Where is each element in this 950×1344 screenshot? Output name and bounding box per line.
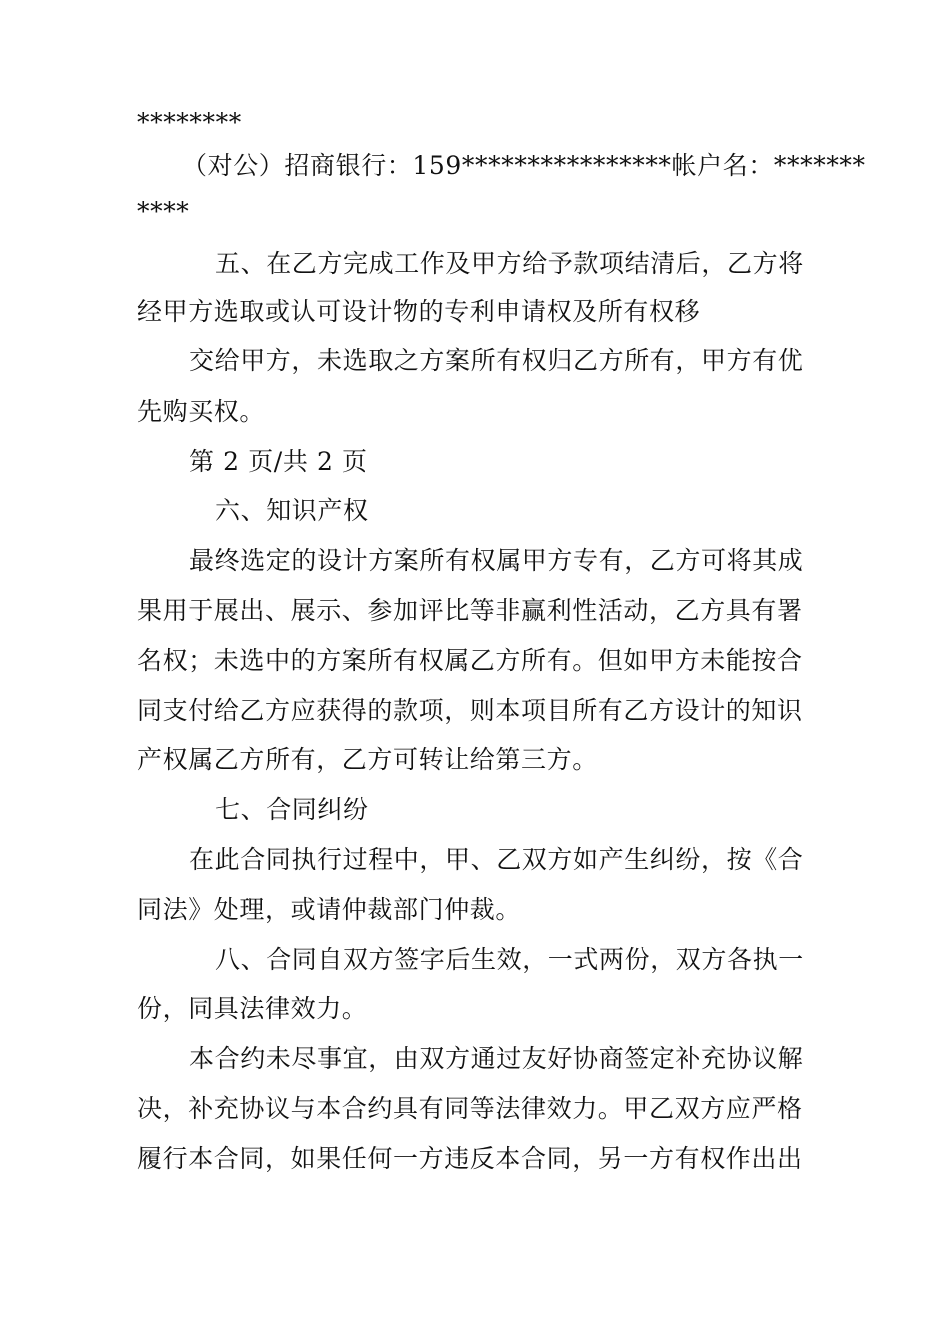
section-heading: 六、知识产权	[215, 496, 369, 525]
text-line: （对公）招商银行：159****************帐户名：*******	[182, 151, 866, 180]
text-line: 交给甲方，未选取之方案所有权归乙方所有，甲方有优	[189, 346, 804, 375]
text-line: 同支付给乙方应获得的款项，则本项目所有乙方设计的知识	[137, 696, 803, 725]
text-line: ****	[137, 197, 190, 226]
page-number: 第 2 页/共 2 页	[189, 447, 368, 476]
text-line: 份，同具法律效力。	[137, 994, 368, 1023]
text-line: 八、合同自双方签字后生效，一式两份，双方各执一	[215, 945, 804, 974]
text-line: 先购买权。	[137, 397, 266, 426]
text-line: 产权属乙方所有，乙方可转让给第三方。	[137, 745, 598, 774]
text-line: ********	[137, 108, 242, 137]
text-line: 最终选定的设计方案所有权属甲方专有，乙方可将其成	[189, 546, 804, 575]
text-line: 名权；未选中的方案所有权属乙方所有。但如甲方未能按合	[137, 646, 803, 675]
text-line: 果用于展出、展示、参加评比等非赢利性活动，乙方具有署	[137, 596, 803, 625]
text-line: 决，补充协议与本合约具有同等法律效力。甲乙双方应严格	[137, 1094, 803, 1123]
text-line: 履行本合同，如果任何一方违反本合同，另一方有权作出出	[137, 1144, 803, 1173]
text-line: 在此合同执行过程中，甲、乙双方如产生纠纷，按《合	[189, 845, 804, 874]
text-line: 本合约未尽事宜，由双方通过友好协商签定补充协议解	[189, 1044, 804, 1073]
section-heading: 七、合同纠纷	[215, 795, 369, 824]
text-line: 同法》处理，或请仲裁部门仲裁。	[137, 895, 522, 924]
text-line: 经甲方选取或认可设计物的专利申请权及所有权移	[137, 297, 701, 326]
text-line: 五、在乙方完成工作及甲方给予款项结清后，乙方将	[215, 249, 804, 278]
